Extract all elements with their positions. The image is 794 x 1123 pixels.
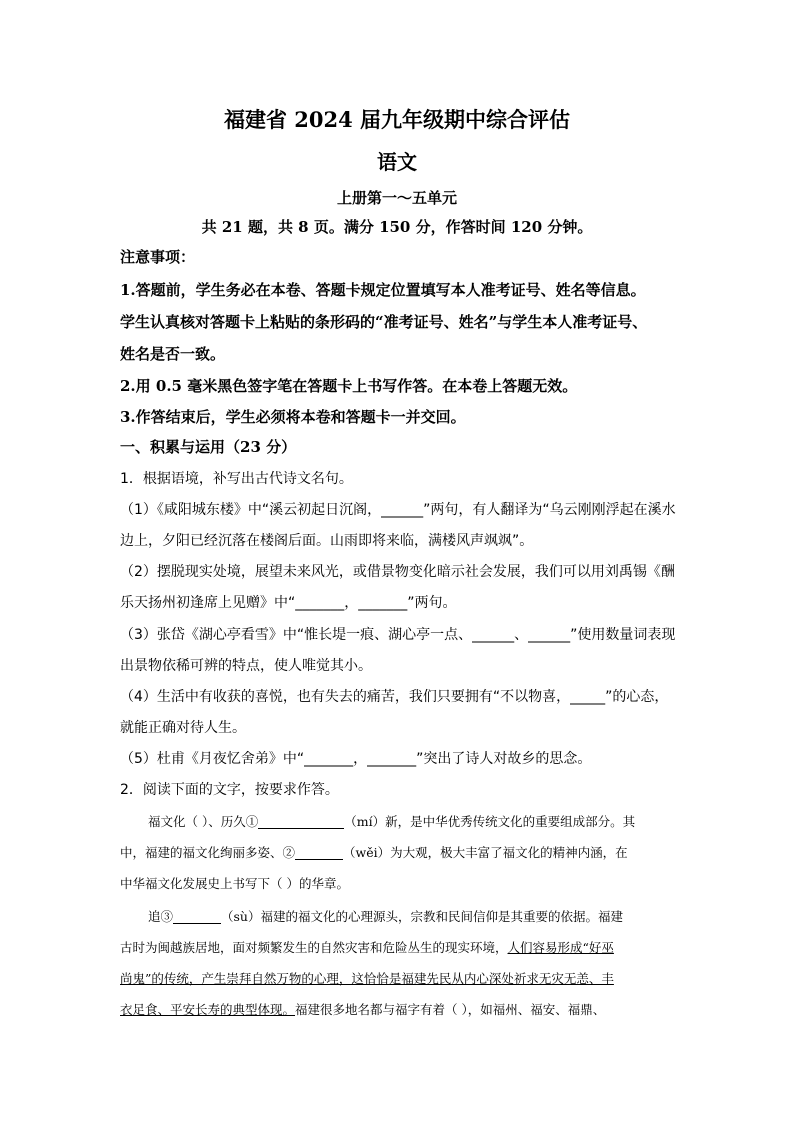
answer-blank — [295, 845, 343, 860]
note-1-line-3: 姓名是否一致。 — [120, 345, 226, 363]
passage-p2-line-2 — [120, 938, 614, 956]
exam-info: 共 21 题，共 8 页。满分 150 分，作答时间 120 分钟。 — [201, 218, 593, 236]
passage-p1-line-1 — [148, 812, 635, 830]
note-3: 3.作答结束后，学生必须将本卷和答题卡一并交回。 — [120, 408, 466, 426]
passage-text: 福文化（ ）、历久① — [148, 814, 259, 829]
passage-p2-line-4 — [120, 1000, 605, 1018]
exam-scope: 上册第一～五单元 — [336, 189, 457, 207]
note-2: 2.用 0.5 毫米黑色签字笔在答题卡上书写作答。在本卷上答题无效。 — [120, 377, 578, 395]
question-1-2-line-2: 乐天扬州初逢席上见赠》中“_______，_______”两句。 — [120, 595, 457, 611]
answer-blank — [173, 909, 221, 924]
question-1: 1．根据语境，补写出古代诗文名句。 — [120, 471, 353, 487]
passage-p2-line-1 — [148, 907, 623, 925]
question-1-4-line-2: 就能正确对待人生。 — [120, 720, 246, 736]
question-1-3-line-2: 出景物依稀可辨的特点，使人唯觉其小。 — [120, 658, 372, 674]
passage-text: 中，福建的福文化绚丽多姿、② — [120, 845, 296, 860]
passage-p2-line-3: 尚鬼”的传统，产生崇拜自然万物的心理，这恰恰是福建先民从内心深处祈求无灾无恙、丰 — [120, 971, 614, 986]
passage-p1-line-2 — [120, 843, 628, 861]
passage-text: （mí）新，是中华优秀传统文化的重要组成部分。其 — [344, 814, 636, 829]
section-1-heading: 一、积累与运用（23 分） — [120, 438, 297, 456]
answer-blank — [258, 814, 344, 829]
question-1-1-line-2: 边上，夕阳已经沉落在楼阁后面。山雨即将来临，满楼风声飒飒”。 — [120, 533, 534, 549]
question-1-5: （5）杜甫《月夜忆舍弟》中“_______，_______”突出了诗人对故乡的思念。 — [120, 751, 592, 767]
question-1-3-line-1: （3）张岱《湖心亭看雪》中“惟长堤一痕、湖心亭一点、______、______”使用数量词表现 — [120, 627, 676, 643]
underlined-sentence: 人们容易形成“好巫 — [507, 940, 614, 955]
passage-text: 追③ — [148, 909, 174, 924]
exam-title: 福建省 2024 届九年级期中综合评估 — [223, 107, 571, 132]
underlined-sentence: 衣足食、平安长寿的典型体现。 — [120, 1002, 296, 1017]
question-1-2-line-1: （2）摆脱现实处境，展望未来风光，或借景物变化暗示社会发展，我们可以用刘禹锡《酬 — [120, 564, 675, 580]
question-1-4-line-1: （4）生活中有收获的喜悦，也有失去的痛苦，我们只要拥有“不以物喜，_____”的心态， — [120, 689, 669, 705]
notes-heading: 注意事项： — [120, 248, 196, 266]
passage-text: （sù）福建的福文化的心理源头，宗教和民间信仰是其重要的依据。福建 — [221, 909, 623, 924]
passage-p1-line-3: 中华福文化发展史上书写下（ ）的华章。 — [120, 876, 349, 891]
passage-text: （wěi）为大观，极大丰富了福文化的精神内涵，在 — [343, 845, 628, 860]
passage-text: 古时为闽越族居地，面对频繁发生的自然灾害和危险丛生的现实环境， — [120, 940, 508, 955]
passage-text: 福建很多地名都与福字有着（ ），如福州、福安、福鼎、 — [295, 1002, 606, 1017]
question-1-1-line-1: （1）《咸阳城东楼》中“溪云初起日沉阁，______”两句，有人翻译为“乌云刚刚浮起在溪水 — [120, 502, 676, 518]
note-1-line-1: 1.答题前，学生务必在本卷、答题卡规定位置填写本人准考证号、姓名等信息。 — [120, 281, 646, 299]
subject-title: 语文 — [377, 150, 417, 174]
question-2: 2．阅读下面的文字，按要求作答。 — [120, 782, 339, 798]
note-1-line-2: 学生认真核对答题卡上粘贴的条形码的“准考证号、姓名”与学生本人准考证号、 — [120, 313, 648, 331]
